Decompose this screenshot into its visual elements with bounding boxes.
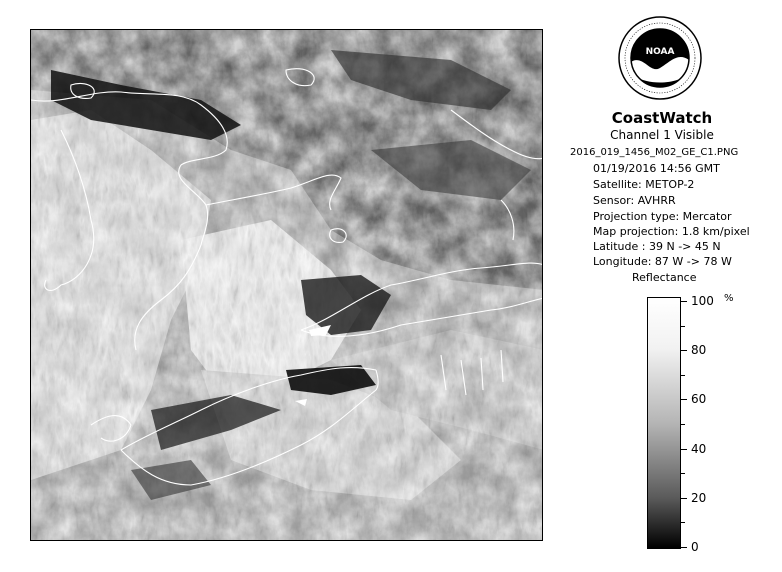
colorbar-minor-tick — [681, 375, 685, 376]
colorbar-ticks — [681, 294, 741, 554]
colorbar-tick-label: 80 — [691, 343, 707, 358]
colorbar-minor-tick — [681, 424, 685, 425]
longitude-range-label: Longitude: 87 W -> 78 W — [593, 255, 732, 268]
colorbar-tick-label: 60 — [691, 392, 707, 407]
colorbar-major-tick — [681, 301, 687, 302]
satellite-label: Satellite: METOP-2 — [593, 178, 695, 191]
colorbar-major-tick — [681, 547, 687, 548]
reflectance-colorbar — [647, 297, 681, 549]
colorbar-minor-tick — [681, 326, 685, 327]
colorbar-tick-label: 40 — [691, 441, 707, 456]
colorbar-unit: % — [724, 293, 734, 304]
noaa-logo-icon — [618, 16, 702, 100]
file-name: 2016_019_1456_M02_GE_C1.PNG — [570, 147, 739, 158]
colorbar-tick-label: 20 — [691, 490, 707, 505]
logo-text: NOAA — [645, 47, 675, 57]
colorbar-major-tick — [681, 498, 687, 499]
colorbar-major-tick — [681, 449, 687, 450]
colorbar-major-tick — [681, 399, 687, 400]
colorbar-major-tick — [681, 350, 687, 351]
colorbar-tick-label: 0 — [691, 540, 699, 554]
projection-type-label: Projection type: Mercator — [593, 210, 732, 223]
colorbar-tick-label: 100 — [691, 294, 714, 308]
colorbar-minor-tick — [681, 522, 685, 523]
map-projection-label: Map projection: 1.8 km/pixel — [593, 225, 750, 238]
satellite-image — [30, 29, 543, 541]
product-title: CoastWatch — [611, 109, 713, 127]
acquisition-date: 01/19/2016 14:56 GMT — [593, 162, 720, 175]
satellite-image-svg — [31, 30, 543, 541]
product-subtitle: Channel 1 Visible — [610, 128, 714, 142]
colorbar-title: Reflectance — [632, 271, 697, 284]
colorbar-minor-tick — [681, 473, 685, 474]
latitude-range-label: Latitude : 39 N -> 45 N — [593, 240, 721, 253]
sensor-label: Sensor: AVHRR — [593, 194, 676, 207]
